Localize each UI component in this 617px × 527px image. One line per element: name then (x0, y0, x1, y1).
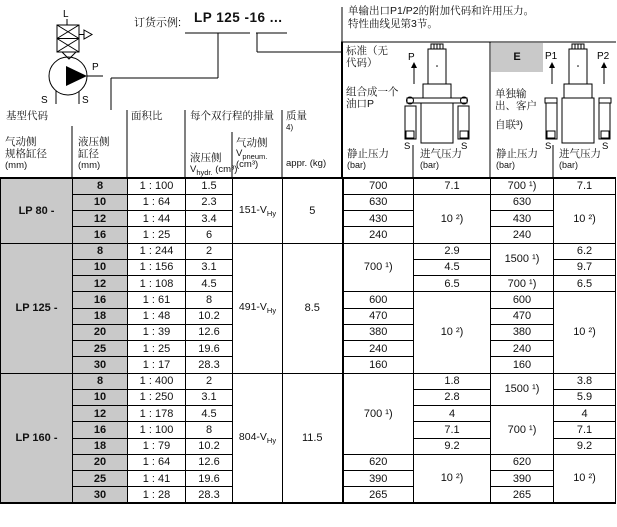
std-inlet-cell: 10 ²) (414, 194, 491, 243)
ratio-cell: 1 : 100 (128, 178, 186, 194)
inlet-pressure-label: 进气压力 (559, 148, 601, 160)
spec-table (0, 177, 616, 504)
std-inlet-cell: 1.8 (414, 373, 491, 389)
std-inlet-cell: 7.1 (414, 422, 491, 438)
vhydr-cell: 10.2 (186, 438, 233, 454)
e-inlet-cell: 3.8 (554, 373, 616, 389)
vhydr-cell: 2.3 (186, 194, 233, 210)
ratio-cell: 1 : 39 (128, 324, 186, 340)
ratio-cell: 1 : 250 (128, 389, 186, 405)
bore-cell: 30 (73, 487, 128, 503)
base-code-header: 基型代码 (6, 110, 48, 122)
e-static-cell: 700 ¹) (491, 406, 554, 455)
vhydr-cell: 3.4 (186, 211, 233, 227)
bore-cell: 16 (73, 227, 128, 243)
vhydr-cell: 4.5 (186, 276, 233, 292)
vhydr-subscript: hydr. (196, 167, 213, 177)
vhydr-cell: 10.2 (186, 308, 233, 324)
bore-cell: 12 (73, 211, 128, 227)
pump-port-l-label: L (63, 9, 69, 20)
ratio-cell: 1 : 100 (128, 422, 186, 438)
bore-cell: 10 (73, 259, 128, 275)
vpneum-subscript: pneum. (242, 151, 268, 161)
standard-s2-label: S (461, 141, 468, 152)
vpneum-cell (233, 243, 283, 373)
std-inlet-cell: 9.2 (414, 438, 491, 454)
mass-cell: 5 (283, 178, 343, 243)
vhydr-cell: 2 (186, 243, 233, 259)
vhydr-cell: 4.5 (186, 406, 233, 422)
standard-title-line2: 代码） (346, 57, 378, 69)
vpneum-sub: Hy (266, 306, 277, 316)
outlet-note (348, 5, 534, 31)
e-inlet-cell: 5.9 (554, 389, 616, 405)
e-inlet-cell: 9.2 (554, 438, 616, 454)
vpneum-unit: (cm³) (236, 159, 259, 170)
ratio-cell: 1 : 108 (128, 276, 186, 292)
vpneum-prefix: 491-V (238, 300, 267, 313)
std-static-cell: 265 (343, 487, 414, 503)
mass-cell: 11.5 (283, 373, 343, 503)
vpneum-side-label: 气动侧 (236, 137, 268, 149)
order-example-label: 订货示例: (134, 17, 182, 29)
e-inlet-cell: 7.1 (554, 178, 616, 194)
e-desc-line2: 出、客户 (495, 100, 537, 112)
bore-cell: 18 (73, 438, 128, 454)
bar-unit-label: (bar) (496, 160, 516, 170)
e-port-p1-label: P1 (545, 51, 558, 62)
mass-header: 质量 (286, 110, 307, 122)
e-inlet-cell: 6.5 (554, 276, 616, 292)
bore-cell: 10 (73, 389, 128, 405)
vhydr-cell: 8 (186, 422, 233, 438)
pneu-header-line1: 气动侧 (5, 136, 37, 148)
e-inlet-cell: 9.7 (554, 259, 616, 275)
e-static-cell: 700 ¹) (491, 178, 554, 194)
vhydr-formula-label (190, 164, 237, 178)
vhydr-side-label: 液压侧 (190, 152, 222, 164)
mass-unit-label: appr. (kg) (286, 158, 327, 169)
ratio-cell: 1 : 244 (128, 243, 186, 259)
block-label-cell: LP 160 - (1, 373, 73, 503)
std-static-cell: 600 (343, 292, 414, 308)
std-inlet-pressure-header (420, 148, 462, 170)
ratio-cell: 1 : 64 (128, 454, 186, 470)
std-inlet-cell: 10 ²) (414, 292, 491, 373)
vhydr-cell: 28.3 (186, 357, 233, 373)
vpneum-cell (233, 373, 283, 503)
mass-cell: 8.5 (283, 243, 343, 373)
bore-cell: 16 (73, 422, 128, 438)
e-inlet-cell: 6.2 (554, 243, 616, 259)
order-connector-lines (111, 33, 341, 110)
e-static-cell: 1500 ¹) (491, 243, 554, 276)
vhydr-cell: 28.3 (186, 487, 233, 503)
std-static-cell: 700 (343, 178, 414, 194)
e-desc-line1: 单独输 (495, 88, 527, 100)
std-static-cell: 160 (343, 357, 414, 373)
vhydr-cell: 6 (186, 227, 233, 243)
std-static-cell: 390 (343, 471, 414, 487)
bar-unit-label: (bar) (347, 160, 367, 170)
table-row (1, 243, 616, 259)
pneu-header-unit: (mm) (5, 160, 28, 171)
hydraulic-bore-header (78, 136, 110, 171)
vpneum-prefix: 804-V (238, 430, 267, 443)
ratio-cell: 1 : 400 (128, 373, 186, 389)
std-inlet-cell: 7.1 (414, 178, 491, 194)
hyd-header-line2: 缸径 (78, 148, 99, 160)
pneu-header-line2: 规格缸径 (5, 148, 47, 160)
bore-cell: 25 (73, 341, 128, 357)
ratio-cell: 1 : 28 (128, 487, 186, 503)
standard-s1-label: S (404, 141, 411, 152)
std-inlet-cell: 2.8 (414, 389, 491, 405)
e-static-cell: 240 (491, 227, 554, 243)
std-static-cell: 430 (343, 211, 414, 227)
ratio-cell: 1 : 48 (128, 308, 186, 324)
e-option-self-connect: 自联³) (495, 119, 523, 131)
mass-footnote-ref: 4) (286, 123, 294, 132)
standard-desc-line2: 油口P (346, 98, 375, 110)
e-static-cell: 600 (491, 292, 554, 308)
vhydr-cell: 1.5 (186, 178, 233, 194)
e-static-cell: 620 (491, 454, 554, 470)
static-pressure-label: 静止压力 (347, 148, 389, 160)
std-static-cell: 620 (343, 454, 414, 470)
e-static-cell: 700 ¹) (491, 276, 554, 292)
e-static-cell: 240 (491, 341, 554, 357)
vpneum-sub: Hy (266, 208, 277, 218)
bore-cell: 8 (73, 243, 128, 259)
e-s1-label: S (545, 141, 552, 152)
ratio-cell: 1 : 44 (128, 211, 186, 227)
vhydr-cell: 3.1 (186, 389, 233, 405)
std-inlet-cell: 4.5 (414, 259, 491, 275)
e-option-code-badge: E (491, 43, 543, 72)
std-inlet-cell: 2.9 (414, 243, 491, 259)
pneumatic-bore-header (5, 136, 47, 171)
std-static-cell: 470 (343, 308, 414, 324)
bore-cell: 25 (73, 471, 128, 487)
bore-cell: 16 (73, 292, 128, 308)
e-static-cell: 630 (491, 194, 554, 210)
standard-desc-line1: 组合成一个 (346, 86, 399, 98)
bore-cell: 8 (73, 178, 128, 194)
ratio-cell: 1 : 25 (128, 341, 186, 357)
vhydr-cell: 2 (186, 373, 233, 389)
vhydr-cell: 12.6 (186, 454, 233, 470)
displacement-header: 每个双行程的排量 (190, 110, 274, 122)
vpneum-prefix: 151-V (238, 203, 267, 216)
vpneum-cell (233, 178, 283, 243)
ratio-cell: 1 : 25 (128, 227, 186, 243)
std-static-cell: 700 ¹) (343, 373, 414, 454)
bore-cell: 20 (73, 454, 128, 470)
bore-cell: 8 (73, 373, 128, 389)
vhydr-cell: 3.1 (186, 259, 233, 275)
std-inlet-cell: 4 (414, 406, 491, 422)
pump-port-p-label: P (92, 62, 99, 73)
vhydr-cell: 19.6 (186, 341, 233, 357)
vpneum-sub: Hy (266, 435, 277, 445)
bore-cell: 20 (73, 324, 128, 340)
e-inlet-cell: 7.1 (554, 422, 616, 438)
block-label-cell: LP 80 - (1, 178, 73, 243)
e-static-cell: 265 (491, 487, 554, 503)
e-option-desc (495, 88, 537, 112)
ratio-cell: 1 : 17 (128, 357, 186, 373)
block-label-cell: LP 125 - (1, 243, 73, 373)
std-inlet-cell: 10 ²) (414, 454, 491, 503)
std-static-cell: 380 (343, 324, 414, 340)
std-static-cell: 700 ¹) (343, 243, 414, 292)
e-static-cell: 160 (491, 357, 554, 373)
area-ratio-header: 面积比 (131, 110, 163, 122)
e-s2-label: S (602, 141, 609, 152)
bar-unit-label: (bar) (559, 160, 579, 170)
ratio-cell: 1 : 64 (128, 194, 186, 210)
order-example-code: LP 125 -16 ... (194, 10, 283, 25)
bore-cell: 12 (73, 276, 128, 292)
e-static-cell: 390 (491, 471, 554, 487)
bore-cell: 18 (73, 308, 128, 324)
e-port-p2-label: P2 (597, 51, 610, 62)
e-inlet-cell: 10 ²) (554, 194, 616, 243)
e-inlet-cell: 4 (554, 406, 616, 422)
e-static-cell: 1500 ¹) (491, 373, 554, 406)
vhydr-unit: (cm³) (212, 164, 238, 175)
e-inlet-cell: 10 ²) (554, 454, 616, 503)
vhydr-cell: 12.6 (186, 324, 233, 340)
table-row (1, 178, 616, 194)
std-static-pressure-header (347, 148, 389, 170)
e-static-cell: 470 (491, 308, 554, 324)
ratio-cell: 1 : 156 (128, 259, 186, 275)
e-inlet-cell: 10 ²) (554, 292, 616, 373)
std-inlet-cell: 6.5 (414, 276, 491, 292)
hyd-header-unit: (mm) (78, 160, 101, 171)
vhydr-symbol: V (190, 164, 197, 175)
vpneum-symbol: V (236, 148, 243, 159)
inlet-pressure-label: 进气压力 (420, 148, 462, 160)
vhydr-cell: 8 (186, 292, 233, 308)
std-static-cell: 630 (343, 194, 414, 210)
pump-port-s2-label: S (82, 95, 89, 106)
e-static-pressure-header (496, 148, 538, 170)
outlet-note-line1: 单输出口P1/P2的附加代码和许用压力。 (348, 5, 535, 17)
outlet-note-line2: 特性曲线见第3节。 (348, 18, 438, 30)
bar-unit-label: (bar) (420, 160, 440, 170)
ratio-cell: 1 : 79 (128, 438, 186, 454)
static-pressure-label: 静止压力 (496, 148, 538, 160)
bore-cell: 12 (73, 406, 128, 422)
standard-port-p-label: P (408, 52, 415, 63)
standard-title-line1: 标准（无 (346, 45, 388, 57)
standard-option-title (346, 45, 388, 69)
ratio-cell: 1 : 41 (128, 471, 186, 487)
hyd-header-line1: 液压侧 (78, 136, 110, 148)
spec-table-body (1, 178, 616, 503)
std-static-cell: 240 (343, 341, 414, 357)
e-inlet-pressure-header (559, 148, 601, 170)
ratio-cell: 1 : 178 (128, 406, 186, 422)
e-static-cell: 430 (491, 211, 554, 227)
vhydr-cell: 19.6 (186, 471, 233, 487)
pump-port-s1-label: S (41, 95, 48, 106)
table-row (1, 373, 616, 389)
ratio-cell: 1 : 61 (128, 292, 186, 308)
std-static-cell: 240 (343, 227, 414, 243)
e-static-cell: 380 (491, 324, 554, 340)
bore-cell: 10 (73, 194, 128, 210)
bore-cell: 30 (73, 357, 128, 373)
standard-option-desc (346, 86, 399, 110)
